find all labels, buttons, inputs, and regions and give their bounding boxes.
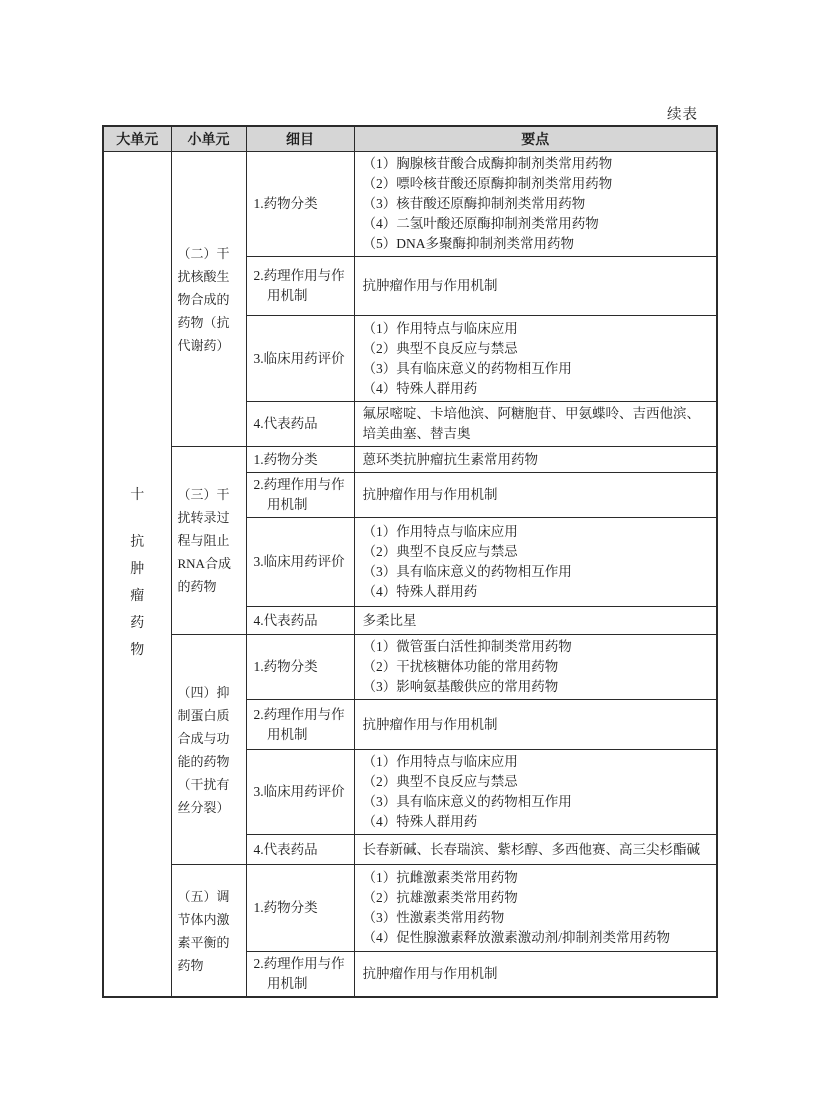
detail-item-cell [246, 402, 354, 447]
key-points-cell [354, 952, 717, 998]
detail-item-cell [246, 635, 354, 700]
sub-unit-cell: （三）干扰转录过程与阻止RNA合成的药物 [171, 447, 246, 635]
key-point-line: （3）影响氨基酸供应的常用药物 [362, 679, 559, 694]
column-header-sub-unit: 小单元 [171, 126, 246, 152]
key-points-cell [354, 152, 717, 257]
detail-item-cell [246, 316, 354, 402]
detail-item-label: 1.药物分类 [253, 900, 318, 915]
detail-item-label: 4.代表药品 [253, 841, 318, 857]
key-point-line: （2）抗雄激素类常用药物 [362, 890, 518, 905]
detail-item-label: 1.药物分类 [253, 451, 318, 467]
key-point-line: （2）典型不良反应与禁忌 [362, 544, 518, 559]
sub-unit-cell: （二）干扰核酸生物合成的药物（抗代谢药） [171, 152, 246, 447]
key-points-cell [354, 518, 717, 607]
key-points-cell [354, 607, 717, 635]
key-point-line: 氟尿嘧啶、卡培他滨、阿糖胞苷、甲氨蝶呤、吉西他滨、培美曲塞、替吉奥 [362, 406, 700, 441]
column-header-major-unit: 大单元 [103, 126, 171, 152]
header-row [103, 126, 717, 152]
continued-table-label: 续表 [667, 107, 698, 123]
key-points-cell [354, 316, 717, 402]
sub-unit-cell: （五）调节体内激素平衡的药物 [171, 865, 246, 998]
key-point-line: （4）二氢叶酸还原酶抑制剂类常用药物 [362, 216, 599, 231]
key-point-line: 多柔比星 [362, 612, 417, 628]
detail-item-label: 2.药理作用与作用机制 [253, 706, 345, 742]
major-unit-number: 十 [130, 488, 145, 503]
detail-item-cell [246, 257, 354, 316]
key-points-cell [354, 835, 717, 865]
table-row [103, 635, 717, 700]
column-header-key-points: 要点 [354, 126, 717, 152]
key-point-line: （1）微管蛋白活性抑制类常用药物 [362, 639, 572, 654]
key-point-line: （4）特殊人群用药 [362, 380, 478, 396]
key-point-line: 抗肿瘤作用与作用机制 [362, 278, 498, 293]
detail-item-cell [246, 865, 354, 952]
key-points-cell [354, 700, 717, 750]
key-points-cell [354, 635, 717, 700]
major-unit-name: 抗肿瘤药物 [130, 535, 145, 658]
column-header-detail: 细目 [246, 126, 354, 152]
detail-item-cell [246, 473, 354, 518]
detail-item-cell [246, 750, 354, 835]
key-point-line: （4）促性腺激素释放激素激动剂/抑制剂类常用药物 [362, 930, 671, 945]
key-point-line: （3）具有临床意义的药物相互作用 [362, 564, 572, 579]
detail-item-label: 4.代表药品 [253, 612, 318, 628]
key-point-line: （2）典型不良反应与禁忌 [362, 340, 518, 356]
key-point-line: 抗肿瘤作用与作用机制 [362, 487, 498, 502]
key-point-line: （5）DNA多聚酶抑制剂类常用药物 [362, 236, 574, 251]
table-row [103, 152, 717, 257]
detail-item-label: 2.药理作用与作用机制 [253, 956, 345, 991]
key-points-cell [354, 865, 717, 952]
key-points-cell [354, 257, 717, 316]
key-points-cell [354, 473, 717, 518]
major-unit-cell [103, 152, 171, 998]
detail-item-label: 2.药理作用与作用机制 [253, 477, 345, 512]
key-point-line: （1）抗雌激素类常用药物 [362, 870, 518, 885]
key-point-line: （4）特殊人群用药 [362, 814, 478, 829]
syllabus-table [102, 125, 718, 998]
key-points-cell [354, 402, 717, 447]
key-point-line: 抗肿瘤作用与作用机制 [362, 966, 498, 981]
detail-item-cell [246, 607, 354, 635]
table-row [103, 447, 717, 473]
detail-item-label: 3.临床用药评价 [253, 350, 345, 366]
table-row [103, 865, 717, 952]
key-point-line: 长春新碱、长春瑞滨、紫杉醇、多西他赛、高三尖杉酯碱 [362, 841, 700, 857]
detail-item-cell [246, 447, 354, 473]
key-point-line: （3）具有临床意义的药物相互作用 [362, 794, 572, 809]
key-point-line: （1）作用特点与临床应用 [362, 320, 518, 336]
key-point-line: （1）胸腺核苷酸合成酶抑制剂类常用药物 [362, 156, 613, 171]
key-point-line: （3）核苷酸还原酶抑制剂类常用药物 [362, 196, 586, 211]
key-points-cell [354, 447, 717, 473]
key-point-line: （3）性激素类常用药物 [362, 910, 505, 925]
detail-item-cell [246, 700, 354, 750]
key-points-cell [354, 750, 717, 835]
sub-unit-cell: （四）抑制蛋白质合成与功能的药物（干扰有丝分裂） [171, 635, 246, 865]
detail-item-cell [246, 152, 354, 257]
key-point-line: （3）具有临床意义的药物相互作用 [362, 360, 572, 376]
detail-item-label: 1.药物分类 [253, 659, 318, 674]
key-point-line: 蒽环类抗肿瘤抗生素常用药物 [362, 451, 538, 467]
major-unit-vertical-text [104, 484, 171, 664]
detail-item-label: 1.药物分类 [253, 196, 318, 211]
key-point-line: （2）嘌呤核苷酸还原酶抑制剂类常用药物 [362, 176, 613, 191]
detail-item-cell [246, 952, 354, 998]
key-point-line: （2）干扰核糖体功能的常用药物 [362, 659, 559, 674]
key-point-line: （2）典型不良反应与禁忌 [362, 774, 518, 789]
detail-item-label: 3.临床用药评价 [253, 554, 345, 569]
key-point-line: （1）作用特点与临床应用 [362, 524, 518, 539]
detail-item-label: 3.临床用药评价 [253, 784, 345, 799]
key-point-line: 抗肿瘤作用与作用机制 [362, 716, 498, 732]
detail-item-label: 4.代表药品 [253, 416, 318, 431]
detail-item-cell [246, 835, 354, 865]
key-point-line: （1）作用特点与临床应用 [362, 754, 518, 769]
detail-item-label: 2.药理作用与作用机制 [253, 268, 345, 303]
key-point-line: （4）特殊人群用药 [362, 584, 478, 599]
detail-item-cell [246, 518, 354, 607]
